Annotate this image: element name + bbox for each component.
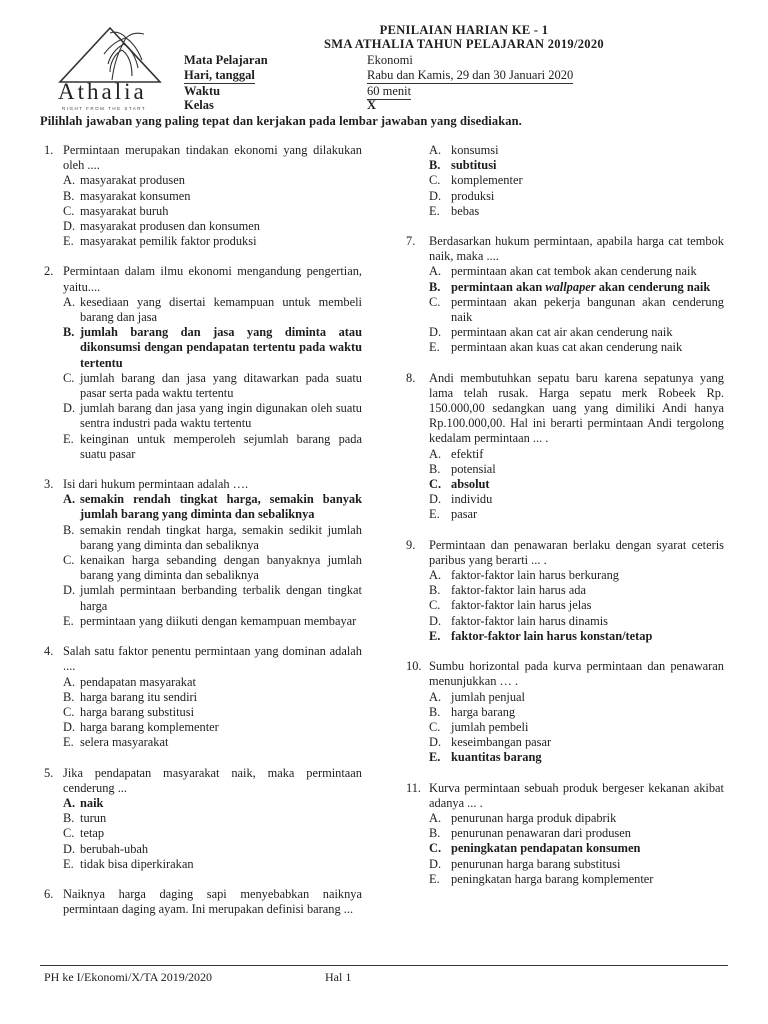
question-item [406,538,724,644]
answer-option [429,598,724,613]
date-label: Hari, tanggal [184,68,255,82]
answer-option [429,583,724,598]
option-text: faktor-faktor lain harus jelas [451,598,592,613]
answer-option [63,432,362,462]
answer-option [63,811,362,826]
option-text: harga barang [451,704,516,719]
option-text: permintaan akan kuas cat akan cenderung naik [451,340,683,355]
answer-option [429,705,724,720]
answer-option [63,371,362,401]
option-letter: D. [429,325,442,340]
answer-option [63,219,362,234]
right-question-column [406,143,724,902]
option-letter: A. [429,446,442,461]
option-text: harga barang itu sendiri [80,689,198,704]
option-text: naik [80,795,104,810]
option-text: semakin rendah tingkat harga, semakin sedikit jumlah barang yang diminta dan sebaliknya [80,522,362,552]
answer-option [429,614,724,629]
option-text: jumlah barang dan jasa yang diminta atau dikonsumsi dengan pendapatan tertentu pada waktu tertentu [80,325,362,370]
question-stem [406,538,724,568]
option-letter: B. [429,704,441,719]
answer-option [63,492,362,522]
question-number: 9. [406,537,416,552]
option-letter: B. [429,279,441,294]
answer-option [63,675,362,690]
option-text: absolut [451,477,490,492]
answer-options [44,796,362,872]
answer-options [44,295,362,462]
option-text: peningkatan harga barang komplementer [451,871,654,886]
answer-option [63,173,362,188]
option-letter: B. [63,188,75,203]
option-letter: C. [63,704,75,719]
answer-option [63,295,362,325]
option-text: tidak bisa diperkirakan [80,856,194,871]
answer-option [63,720,362,735]
option-letter: E. [429,871,440,886]
answer-option [429,295,724,325]
option-letter: E. [429,507,440,522]
option-letter: B. [63,689,75,704]
option-text: turun [80,811,107,826]
answer-options [44,173,362,249]
option-text: harga barang substitusi [80,704,195,719]
option-letter: B. [63,325,75,340]
option-letter: A. [63,674,76,689]
subject-label: Mata Pelajaran [184,53,268,67]
question-item [406,371,724,523]
option-letter: C. [63,826,75,841]
exam-title: PENILAIAN HARIAN KE - 1 [379,23,549,37]
date-value: Rabu dan Kamis, 29 dan 30 Januari 2020 [367,68,574,82]
option-text: efektif [451,446,484,461]
option-letter: A. [429,568,442,583]
footer-divider [40,965,728,966]
option-text: masyarakat pemilik faktor produksi [80,234,257,249]
answer-option [429,325,724,340]
question-number: 3. [44,477,54,492]
option-text: peningkatan pendapatan konsumen [451,841,641,856]
option-letter: E. [63,856,74,871]
option-letter: A. [429,810,442,825]
answer-option [63,614,362,629]
question-item [406,781,724,887]
option-text: harga barang komplementer [80,720,219,735]
question-number: 11. [406,780,422,795]
option-text: subtitusi [451,158,497,173]
option-text: semakin rendah tingkat harga, semakin banyak jumlah barang yang diminta dan sebaliknya [80,492,362,522]
option-text: keinginan untuk memperoleh sejumlah barang pada suatu pasar [80,431,362,461]
option-letter: B. [63,811,75,826]
question-item [406,659,724,765]
answer-option [63,204,362,219]
page-number: Hal 1 [325,970,352,984]
question-stem [406,781,724,811]
option-text: individu [451,492,493,507]
answer-option [429,158,724,173]
option-letter: E. [429,750,441,765]
option-text: masyarakat buruh [80,203,169,218]
option-letter: B. [63,522,75,537]
answer-option [429,492,724,507]
answer-option [63,735,362,750]
question-stem [406,234,724,264]
option-text: produksi [451,188,495,203]
option-text: jumlah barang dan jasa yang ingin digunakan oleh suatu sentra industri pada waktu tertentu [80,401,362,431]
question-item [406,234,724,356]
answer-option [429,189,724,204]
option-letter: D. [429,492,442,507]
question-text: Naiknya harga daging sapi menyebabkan naiknya permintaan daging ayam. Ini merupakan definisi barang ... [63,886,362,917]
option-letter: A. [429,143,442,157]
question-number: 8. [406,370,416,385]
question-number: 4. [44,644,54,659]
answer-option [429,811,724,826]
option-text: pasar [451,507,478,522]
answer-options [44,675,362,751]
option-letter: D. [429,613,442,628]
question-text: Permintaan merupakan tindakan ekonomi yang dilakukan oleh .... [63,143,362,173]
answer-option [63,401,362,431]
answer-option [429,690,724,705]
option-text: masyarakat produsen [80,173,185,188]
question-text: Andi membutuhkan sepatu baru karena sepatunya yang lama telah rusak. Harga sepatu merk Robeek Rp. 150.000,00 sedangkan uang yang dimiliki Andi hanya Rp.100.000,00. Hal ini berarti permintaan Andi tergolong kedalam permintaan ... . [429,370,724,446]
question-stem [406,659,724,689]
question-number: 1. [44,143,54,157]
question-stem [44,264,362,294]
answer-option [429,204,724,219]
answer-option [63,583,362,613]
option-letter: A. [63,294,76,309]
option-text: komplementer [451,173,523,188]
option-text: jumlah pembeli [451,719,529,734]
answer-option [63,826,362,841]
answer-option [429,735,724,750]
option-letter: B. [429,461,441,476]
option-text: masyarakat konsumen [80,188,191,203]
option-text: potensial [451,461,496,476]
answer-options [44,492,362,629]
question-text: Berdasarkan hukum permintaan, apabila harga cat tembok naik, maka .... [429,234,724,264]
option-letter: A. [429,689,442,704]
answer-option [429,462,724,477]
answer-option [63,705,362,720]
option-text: berubah-ubah [80,841,149,856]
option-text: penurunan harga produk dipabrik [451,810,617,825]
option-text: permintaan akan pekerja bangunan akan cenderung naik [451,294,724,325]
option-letter: D. [429,856,442,871]
option-text: faktor-faktor lain harus ada [451,583,586,598]
answer-option [429,841,724,856]
answer-option [429,477,724,492]
logo-wordmark: Athalia [58,79,147,104]
question-item [406,143,724,219]
question-text: Jika pendapatan masyarakat naik, maka permintaan cenderung ... [63,765,362,795]
option-text: penurunan penawaran dari produsen [451,826,631,841]
question-text: Isi dari hukum permintaan adalah …. [63,477,249,492]
question-number: 2. [44,264,54,279]
question-stem [44,644,362,674]
answer-option [429,173,724,188]
option-text: jumlah permintaan berbanding terbalik dengan tingkat harga [80,583,362,613]
footer-code: PH ke I/Ekonomi/X/TA 2019/2020 [44,970,213,984]
option-letter: E. [429,203,440,218]
answer-options [406,690,724,766]
option-text: keseimbangan pasar [451,735,552,750]
option-text: permintaan akan cat air akan cenderung naik [451,325,673,340]
option-letter: C. [429,294,441,309]
question-item [44,644,362,750]
answer-option [429,264,724,279]
question-stem [44,766,362,796]
option-text: faktor-faktor lain harus dinamis [451,613,608,628]
option-letter: C. [429,477,442,492]
option-letter: D. [429,188,442,203]
answer-option [429,629,724,644]
question-item [44,887,362,917]
school-title: SMA ATHALIA TAHUN PELAJARAN 2019/2020 [324,37,604,51]
option-letter: A. [63,795,76,810]
question-text: Salah satu faktor penentu permintaan yang dominan adalah .... [63,644,362,674]
school-logo [52,24,170,111]
option-letter: C. [429,719,441,734]
answer-option [429,507,724,522]
answer-option [63,523,362,553]
answer-options [406,811,724,887]
logo-triangle-palm-icon [52,24,170,84]
answer-options [406,447,724,523]
answer-option [63,234,362,249]
option-letter: D. [63,583,76,598]
option-text: faktor-faktor lain harus konstan/tetap [451,628,653,643]
question-number: 7. [406,234,416,249]
question-number: 10. [406,659,422,674]
answer-options [406,143,724,219]
option-text: jumlah barang dan jasa yang ditawarkan pada suatu pasar serta pada waktu tertentu [80,370,362,401]
option-text: konsumsi [451,143,499,157]
question-stem [44,887,362,917]
question-text: Permintaan dalam ilmu ekonomi mengandung pengertian, yaitu.... [63,264,362,294]
option-letter: C. [63,553,75,568]
class-value: X [367,98,377,112]
option-text: jumlah penjual [451,689,525,704]
option-letter: C. [429,173,441,188]
time-value: 60 menit [367,84,412,98]
question-stem [44,143,362,173]
question-item [44,766,362,872]
answer-option [63,690,362,705]
option-text: penurunan harga barang substitusi [451,856,621,871]
answer-option [63,842,362,857]
option-letter: C. [63,370,75,385]
answer-option [63,189,362,204]
option-text: kuantitas barang [451,750,542,765]
question-text: Permintaan dan penawaran berlaku dengan syarat ceteris paribus yang berarti ... . [429,537,724,567]
left-question-column [44,143,362,932]
question-item [44,143,362,249]
instruction-text: Pilihlah jawaban yang paling tepat dan kerjakan pada lembar jawaban yang disediakan. [40,114,522,128]
answer-option [429,750,724,765]
answer-option [429,568,724,583]
question-stem [406,371,724,447]
question-text: Sumbu horizontal pada kurva permintaan dan penawaran menunjukkan … . [429,659,724,689]
question-text: Kurva permintaan sebuah produk bergeser kekanan akibat adanya ... . [429,780,724,810]
answer-options [406,264,724,355]
answer-option [429,143,724,158]
time-label: Waktu [184,84,221,98]
answer-option [429,857,724,872]
option-letter: D. [63,219,76,234]
option-letter: A. [63,173,76,188]
question-stem [44,477,362,492]
answer-option [429,447,724,462]
option-text: selera masyarakat [80,735,169,750]
option-text: masyarakat produsen dan konsumen [80,219,260,234]
option-letter: E. [63,431,74,446]
answer-option [63,796,362,811]
question-number: 6. [44,886,54,901]
option-letter: C. [429,841,442,856]
option-text: kenaikan harga sebanding dengan banyaknya jumlah barang yang diminta dan sebaliknya [80,553,362,583]
option-letter: B. [429,583,441,598]
option-letter: D. [429,735,442,750]
option-letter: A. [63,492,76,507]
answer-options [406,568,724,644]
option-letter: E. [63,234,74,249]
answer-option [63,857,362,872]
answer-option [63,325,362,371]
answer-option [429,872,724,887]
option-text: permintaan akan cat tembok akan cenderung naik [451,264,697,279]
option-text: permintaan yang diikuti dengan kemampuan membayar [80,613,357,628]
option-letter: B. [429,826,441,841]
option-text: tetap [80,826,105,841]
answer-option [429,826,724,841]
option-text: kesediaan yang disertai kemampuan untuk membeli barang dan jasa [80,294,362,325]
option-letter: E. [429,340,440,355]
logo-tagline: RIGHT FROM THE START [62,106,147,111]
option-text: faktor-faktor lain harus berkurang [451,568,619,583]
answer-option [63,553,362,583]
subject-value: Ekonomi [367,53,413,67]
answer-option [429,280,724,295]
answer-option [429,340,724,355]
option-text: permintaan akan wallpaper akan cenderung naik [451,279,711,294]
option-letter: C. [429,598,441,613]
option-letter: B. [429,158,441,173]
option-letter: C. [63,203,75,218]
class-label: Kelas [184,98,214,112]
option-letter: D. [63,720,76,735]
option-letter: E. [63,735,74,750]
option-text: pendapatan masyarakat [80,674,196,689]
option-letter: E. [429,628,441,643]
question-item [44,477,362,629]
question-number: 5. [44,765,54,780]
option-letter: A. [429,264,442,279]
option-letter: D. [63,841,76,856]
question-item [44,264,362,462]
option-letter: D. [63,401,76,416]
option-letter: E. [63,613,74,628]
answer-option [429,720,724,735]
option-text: bebas [451,203,480,218]
